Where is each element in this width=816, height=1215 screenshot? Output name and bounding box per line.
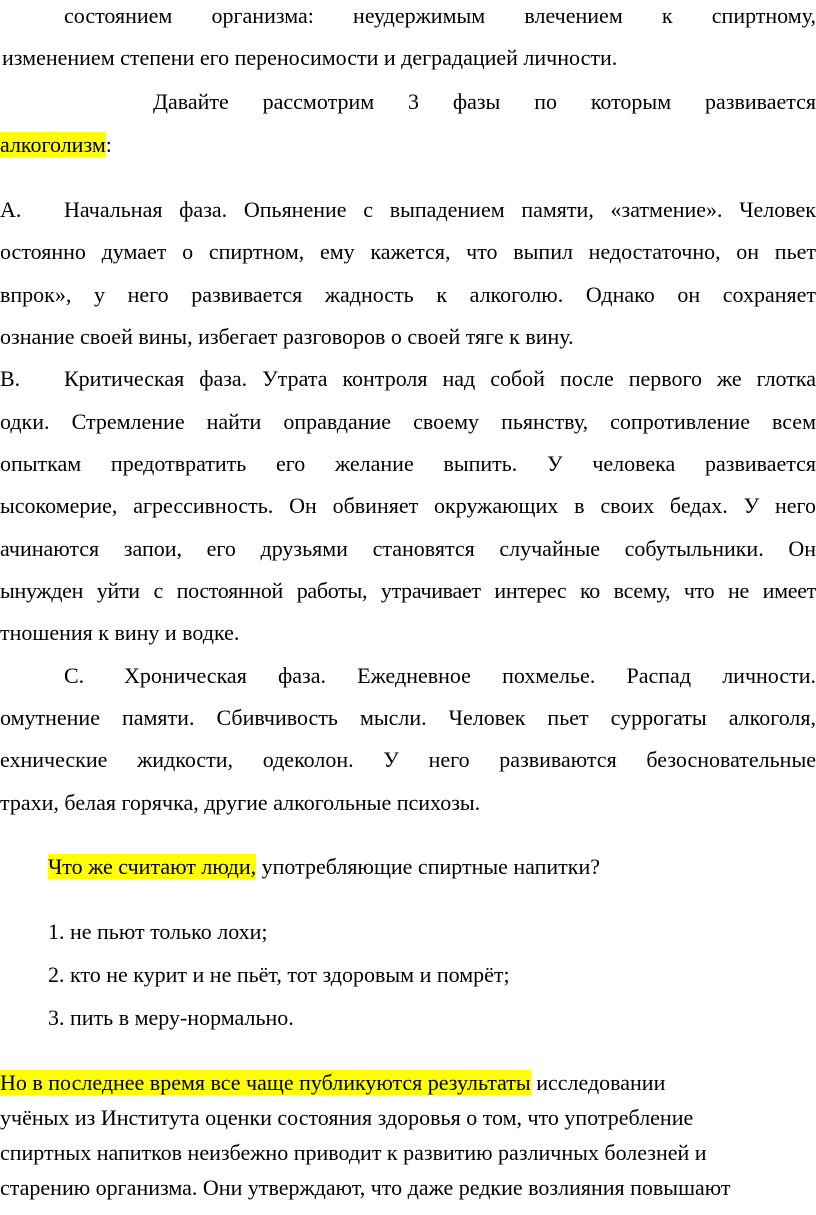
phase-b-line-7: тношения к вину и водке. xyxy=(0,620,240,645)
question-rest: употребляющие спиртные напитки? xyxy=(256,854,601,879)
final-line-2: учёных из Института оценки состояния здоровья о том, что употребление xyxy=(0,1105,694,1130)
phase-b-line-4: ысокомерие, агрессивность. Он обвиняет окружающих в своих бедах. У него xyxy=(0,493,816,518)
phase-b-line-1: Критическая фаза. Утрата контроля над собой после первого же глотка xyxy=(64,366,816,391)
colon: : xyxy=(105,132,112,157)
phase-c-line-1: Хроническая фаза. Ежедневное похмелье. Распад личности. xyxy=(124,663,816,688)
highlight-question: Что же считают люди, xyxy=(48,854,257,879)
phase-c-line-2: омутнение памяти. Сбивчивость мысли. Человек пьет суррогаты алкоголя, xyxy=(0,705,816,730)
final-rest: исследовании xyxy=(530,1070,666,1095)
phase-b-line-6: ынужден уйти с постоянной работы, утрачивает интерес ко всему, что не имеет xyxy=(0,578,816,603)
list-item-3: 3. пить в меру-нормально. xyxy=(48,1005,294,1030)
final-line-1 xyxy=(0,1069,665,1097)
phase-c-line-3: ехнические жидкости, одеколон. У него развиваются безосновательные xyxy=(0,747,816,772)
phase-a-line-2: остоянно думает о спиртном, ему кажется, что выпил недостаточно, он пьет xyxy=(0,239,816,264)
phase-c-marker: C. xyxy=(64,663,85,688)
list-item-2: 2. кто не курит и не пьёт, тот здоровым и помрёт; xyxy=(48,962,510,987)
phase-a-line-1: Начальная фаза. Опьянение с выпадением памяти, «затмение». Человек xyxy=(64,197,816,222)
intro-line-2: изменением степени его переносимости и деградацией личности. xyxy=(2,45,618,70)
final-line-4: старению организма. Они утверждают, что даже редкие возлияния повышают xyxy=(0,1175,731,1200)
highlight-alcoholism: алкоголизм xyxy=(0,132,106,157)
question-line xyxy=(48,853,600,881)
intro-line-1: состоянием организма: неудержимым влечением к спиртному, xyxy=(64,3,816,28)
list-item-1: 1. не пьют только лохи; xyxy=(48,919,268,944)
phase-b-line-5: ачинаются запои, его друзьями становятся случайные собутыльники. Он xyxy=(0,536,816,561)
phases-intro-end xyxy=(0,131,112,159)
final-line-3: спиртных напитков неизбежно приводит к развитию различных болезней и xyxy=(0,1140,707,1165)
phase-b-marker: B. xyxy=(0,366,21,391)
phase-a-line-3: впрок», у него развивается жадность к алкоголю. Однако он сохраняет xyxy=(0,282,816,307)
phase-b-line-2: одки. Стремление найти оправдание своему пьянству, сопротивление всем xyxy=(0,409,816,434)
phase-a-marker: A. xyxy=(0,197,22,222)
highlight-final: Но в последнее время все чаще публикуются результаты xyxy=(0,1070,531,1095)
phases-intro: Давайте рассмотрим 3 фазы по которым развивается xyxy=(153,89,816,114)
phase-a-line-4: ознание своей вины, избегает разговоров о своей тяге к вину. xyxy=(0,324,574,349)
phase-b-line-3: опыткам предотвратить его желание выпить. У человека развивается xyxy=(0,451,816,476)
phase-c-line-4: трахи, белая горячка, другие алкогольные психозы. xyxy=(0,790,481,815)
